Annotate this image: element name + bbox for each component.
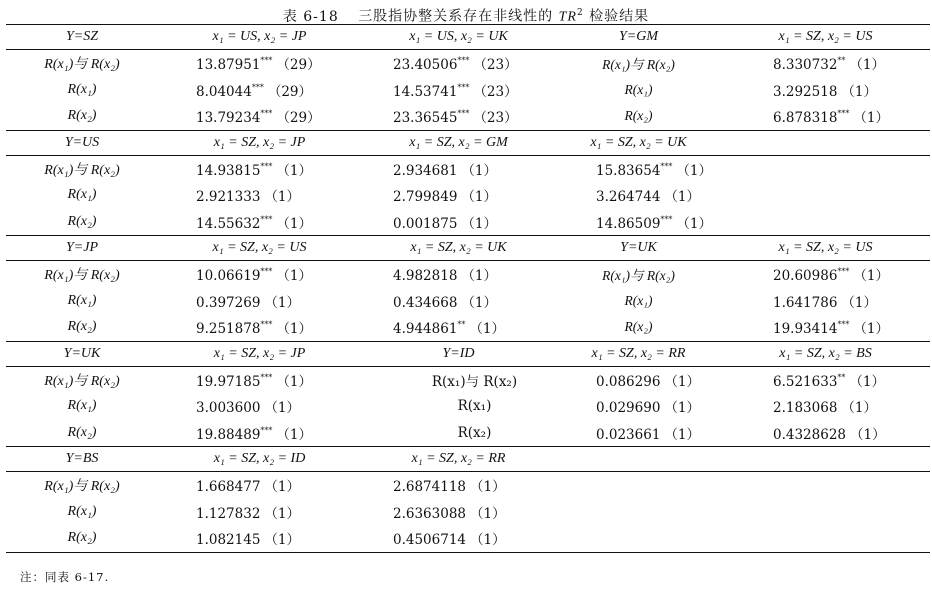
value-cell	[556, 423, 721, 443]
value-cell	[721, 264, 930, 284]
degrees-of-freedom: （1）	[276, 426, 313, 443]
row-label: R(x₁)	[67, 81, 97, 97]
significance-mark: ***	[260, 214, 273, 224]
value-cell	[721, 291, 930, 311]
value-cell	[361, 528, 556, 548]
value-cell	[721, 423, 930, 443]
significance-mark: ***	[260, 425, 273, 435]
row-label: R(x₂)	[67, 424, 97, 440]
table-row	[6, 261, 930, 288]
statistic-value: 0.086296	[596, 373, 661, 390]
statistic-value: 3.003600	[196, 400, 261, 417]
value-cell	[556, 159, 721, 179]
row-label: R(x₁)与 R(x₂)	[44, 268, 120, 284]
significance-mark: ***	[260, 320, 273, 330]
table-group	[6, 25, 930, 131]
table-row	[6, 209, 930, 236]
header-cell: Y=UK	[63, 345, 101, 361]
significance-mark: ***	[260, 161, 273, 171]
table-group	[6, 131, 930, 237]
degrees-of-freedom: （23）	[473, 57, 518, 74]
significance-mark: ***	[660, 161, 673, 171]
statistic-value: 8.330732	[773, 57, 838, 74]
statistic-value: 20.60986	[773, 268, 838, 285]
row-label: R(x₁)	[457, 398, 492, 415]
table-row	[6, 420, 930, 447]
statistic-value: 1.641786	[773, 294, 838, 311]
statistic-value: 2.183068	[773, 400, 838, 417]
table-group	[6, 342, 930, 448]
degrees-of-freedom: （1）	[461, 268, 498, 285]
header-cell: x₁ = SZ, x₂ = RR	[411, 451, 506, 466]
header-cell: Y=JP	[66, 240, 98, 255]
statistic-value: 19.88489	[196, 426, 261, 443]
value-cell	[158, 370, 361, 390]
degrees-of-freedom: （1）	[264, 505, 301, 522]
value-cell	[556, 185, 721, 205]
significance-mark: **	[837, 56, 846, 66]
statistic-value: 6.878318	[773, 110, 838, 127]
significance-mark: ***	[457, 109, 470, 119]
degrees-of-freedom: （1）	[276, 162, 313, 179]
value-cell	[361, 80, 556, 100]
header-cell: Y=GM	[618, 29, 658, 44]
row-label: R(x₂)	[624, 108, 653, 124]
value-cell	[361, 291, 556, 311]
row-label: R(x₁)	[624, 292, 653, 308]
table-row	[6, 393, 930, 420]
statistic-value: 2.921333	[196, 189, 261, 206]
row-label: R(x₁)	[67, 398, 97, 414]
table-row	[6, 103, 930, 130]
degrees-of-freedom: （1）	[664, 189, 701, 206]
header-cell: x₁ = SZ, x₂ = JP	[213, 134, 306, 150]
significance-mark: ***	[260, 267, 273, 277]
header-cell: Y=BS	[65, 451, 99, 466]
statistic-value: 0.4506714	[393, 532, 467, 549]
table-row	[6, 50, 930, 77]
value-cell	[721, 53, 930, 73]
statistic-value: 0.029690	[596, 400, 661, 417]
degrees-of-freedom: （1）	[461, 215, 498, 232]
degrees-of-freedom: （1）	[461, 189, 498, 206]
row-label: R(x₁)与 R(x₂)	[44, 57, 120, 73]
statistic-value: 2.799849	[393, 189, 458, 206]
value-cell	[556, 212, 721, 232]
degrees-of-freedom: （1）	[841, 400, 878, 417]
table-header-row	[6, 25, 930, 50]
caption-stat: TR	[558, 9, 577, 25]
row-label: R(x₁)	[67, 503, 97, 519]
table-number: 表 6-18	[282, 8, 339, 25]
row-label: R(x₁)与 R(x₂)	[44, 162, 120, 178]
value-cell	[556, 370, 721, 390]
degrees-of-freedom: （1）	[470, 479, 506, 496]
header-cell: x₁ = SZ, x₂ = RR	[591, 345, 686, 361]
significance-mark: ***	[660, 214, 673, 224]
degrees-of-freedom: （1）	[676, 215, 713, 232]
statistic-value: 13.87951	[196, 57, 261, 74]
statistic-value: 0.434668	[393, 294, 458, 311]
statistic-value: 1.082145	[196, 532, 261, 549]
degrees-of-freedom: （1）	[461, 294, 498, 311]
row-label: R(x₁)与 R(x₂)	[44, 373, 120, 389]
value-cell	[158, 212, 361, 232]
degrees-of-freedom: （1）	[664, 400, 701, 417]
header-cell: x₁ = SZ, x₂ = GM	[409, 134, 508, 150]
degrees-of-freedom: （1）	[276, 373, 313, 390]
header-cell: x₁ = SZ, x₂ = UK	[410, 240, 507, 255]
degrees-of-freedom: （1）	[276, 321, 313, 338]
table-row	[6, 367, 930, 394]
statistic-value: 14.86509	[596, 215, 661, 232]
row-label: R(x₂)	[67, 530, 97, 546]
header-cell: x₁ = SZ, x₂ = US	[212, 240, 307, 255]
value-cell	[721, 80, 930, 100]
row-label: R(x₁)与 R(x₂)	[44, 479, 120, 495]
header-cell: Y=US	[64, 134, 100, 150]
statistic-value: 0.397269	[196, 294, 261, 311]
table-caption	[0, 3, 932, 23]
header-cell: x₁ = US, x₂ = JP	[212, 29, 307, 44]
header-cell: x₁ = US, x₂ = UK	[409, 29, 508, 44]
statistic-value: 1.668477	[196, 479, 261, 496]
value-cell	[158, 159, 361, 179]
degrees-of-freedom: （1）	[276, 215, 313, 232]
value-cell	[556, 396, 721, 416]
header-cell: Y=SZ	[65, 29, 99, 44]
degrees-of-freedom: （1）	[850, 426, 886, 443]
significance-mark: **	[837, 372, 846, 382]
significance-mark: ***	[457, 82, 470, 92]
results-table	[6, 24, 930, 553]
significance-mark: ***	[837, 320, 850, 330]
table-row	[6, 525, 930, 552]
significance-mark: ***	[457, 56, 470, 66]
header-cell: x₁ = SZ, x₂ = UK	[590, 134, 687, 150]
statistic-value: 14.93815	[196, 162, 261, 179]
degrees-of-freedom: （1）	[676, 162, 713, 179]
value-cell	[361, 212, 556, 232]
statistic-value: 6.521633	[773, 373, 838, 390]
value-cell	[361, 475, 556, 495]
significance-mark: **	[457, 320, 466, 330]
degrees-of-freedom: （1）	[264, 532, 301, 549]
value-cell	[158, 185, 361, 205]
statistic-value: 0.4328628	[773, 426, 847, 443]
header-cell: x₁ = SZ, x₂ = JP	[213, 345, 306, 361]
statistic-value: 4.944861	[393, 321, 458, 338]
header-cell: x₁ = SZ, x₂ = US	[778, 29, 873, 44]
degrees-of-freedom: （1）	[276, 268, 313, 285]
header-cell: x₁ = SZ, x₂ = US	[778, 240, 873, 255]
statistic-value: 4.982818	[393, 268, 458, 285]
degrees-of-freedom: （1）	[853, 321, 890, 338]
significance-mark: ***	[260, 109, 273, 119]
value-cell	[361, 317, 556, 337]
statistic-value: 23.36545	[393, 110, 458, 127]
value-cell	[361, 159, 556, 179]
table-row	[6, 77, 930, 104]
value-cell	[361, 502, 556, 522]
statistic-value: 1.127832	[196, 505, 261, 522]
value-cell	[158, 317, 361, 337]
statistic-value: 2.934681	[393, 162, 458, 179]
value-cell	[158, 502, 361, 522]
value-cell	[721, 106, 930, 126]
degrees-of-freedom: （1）	[853, 268, 890, 285]
row-label: R(x₁)	[67, 187, 97, 203]
row-label: R(x₁)与 R(x₂)	[602, 57, 675, 73]
degrees-of-freedom: （1）	[264, 294, 301, 311]
value-cell	[158, 106, 361, 126]
table-header-row	[6, 131, 930, 156]
row-label: R(x₁)	[67, 292, 97, 308]
value-cell	[158, 423, 361, 443]
statistic-value: 19.93414	[773, 321, 838, 338]
degrees-of-freedom: （1）	[853, 110, 890, 127]
table-row	[6, 182, 930, 209]
row-label: R(x₂)	[457, 424, 492, 441]
value-cell	[158, 528, 361, 548]
row-label: R(x₁)	[624, 81, 653, 97]
value-cell	[158, 475, 361, 495]
degrees-of-freedom: （1）	[849, 57, 886, 74]
degrees-of-freedom: （1）	[461, 162, 498, 179]
value-cell	[361, 53, 556, 73]
significance-mark: ***	[837, 109, 850, 119]
table-row	[6, 156, 930, 183]
statistic-value: 15.83654	[596, 162, 661, 179]
value-cell	[361, 264, 556, 284]
row-label: R(x₂)	[624, 319, 653, 335]
statistic-value: 3.264744	[596, 189, 661, 206]
degrees-of-freedom: （1）	[841, 294, 878, 311]
table-group	[6, 236, 930, 342]
degrees-of-freedom: （1）	[849, 373, 886, 390]
header-cell: x₁ = SZ, x₂ = BS	[779, 345, 872, 361]
degrees-of-freedom: （1）	[469, 321, 506, 338]
statistic-value: 14.53741	[393, 83, 458, 100]
degrees-of-freedom: （29）	[267, 83, 313, 100]
table-group	[6, 447, 930, 552]
table-row	[6, 472, 930, 499]
table-header-row	[6, 342, 930, 367]
statistic-value: 23.40506	[393, 57, 458, 74]
row-label: R(x₂)	[67, 213, 97, 229]
table-note: 注：同表 6-17.	[20, 570, 110, 584]
caption-stat-sup: 2	[576, 8, 584, 18]
significance-mark: ***	[260, 56, 273, 66]
value-cell	[361, 185, 556, 205]
statistic-value: 9.251878	[196, 321, 261, 338]
table-header-row	[6, 447, 930, 472]
table-row	[6, 499, 930, 526]
caption-text-after: 检验结果	[589, 8, 650, 25]
row-label: R(x₁)与 R(x₂)	[431, 373, 518, 390]
significance-mark: ***	[837, 267, 850, 277]
table-row	[6, 314, 930, 341]
degrees-of-freedom: （23）	[473, 83, 518, 100]
value-cell	[721, 396, 930, 416]
statistic-value: 13.79234	[196, 110, 261, 127]
value-cell	[158, 396, 361, 416]
statistic-value: 0.001875	[393, 215, 458, 232]
statistic-value: 8.04044	[196, 83, 252, 100]
value-cell	[721, 370, 930, 390]
degrees-of-freedom: （1）	[664, 426, 701, 443]
degrees-of-freedom: （1）	[841, 83, 878, 100]
row-label: R(x₂)	[67, 319, 97, 335]
statistic-value: 19.97185	[196, 373, 261, 390]
statistic-value: 2.6874118	[393, 479, 467, 496]
value-cell	[158, 53, 361, 73]
degrees-of-freedom: （1）	[264, 189, 301, 206]
row-label: R(x₂)	[67, 108, 97, 124]
table-header-row	[6, 236, 930, 261]
value-cell	[721, 317, 930, 337]
statistic-value: 2.6363088	[393, 505, 467, 522]
statistic-value: 0.023661	[596, 426, 661, 443]
value-cell	[158, 264, 361, 284]
header-cell: Y=UK	[620, 240, 657, 255]
degrees-of-freedom: （29）	[276, 110, 321, 127]
header-cell: Y=ID	[442, 345, 475, 361]
value-cell	[158, 291, 361, 311]
value-cell	[361, 106, 556, 126]
degrees-of-freedom: （29）	[276, 57, 321, 74]
significance-mark: ***	[251, 82, 264, 92]
statistic-value: 14.55632	[196, 215, 261, 232]
statistic-value: 10.06619	[196, 268, 261, 285]
caption-text-before: 三股指协整关系存在非线性的	[358, 8, 554, 25]
header-cell: x₁ = SZ, x₂ = ID	[213, 451, 306, 466]
table-row	[6, 288, 930, 315]
significance-mark: ***	[260, 372, 273, 382]
degrees-of-freedom: （1）	[470, 505, 506, 522]
row-label: R(x₁)与 R(x₂)	[602, 268, 675, 284]
value-cell	[158, 80, 361, 100]
degrees-of-freedom: （23）	[473, 110, 518, 127]
degrees-of-freedom: （1）	[264, 400, 301, 417]
degrees-of-freedom: （1）	[470, 532, 506, 549]
degrees-of-freedom: （1）	[264, 479, 301, 496]
statistic-value: 3.292518	[773, 83, 838, 100]
degrees-of-freedom: （1）	[664, 373, 701, 390]
